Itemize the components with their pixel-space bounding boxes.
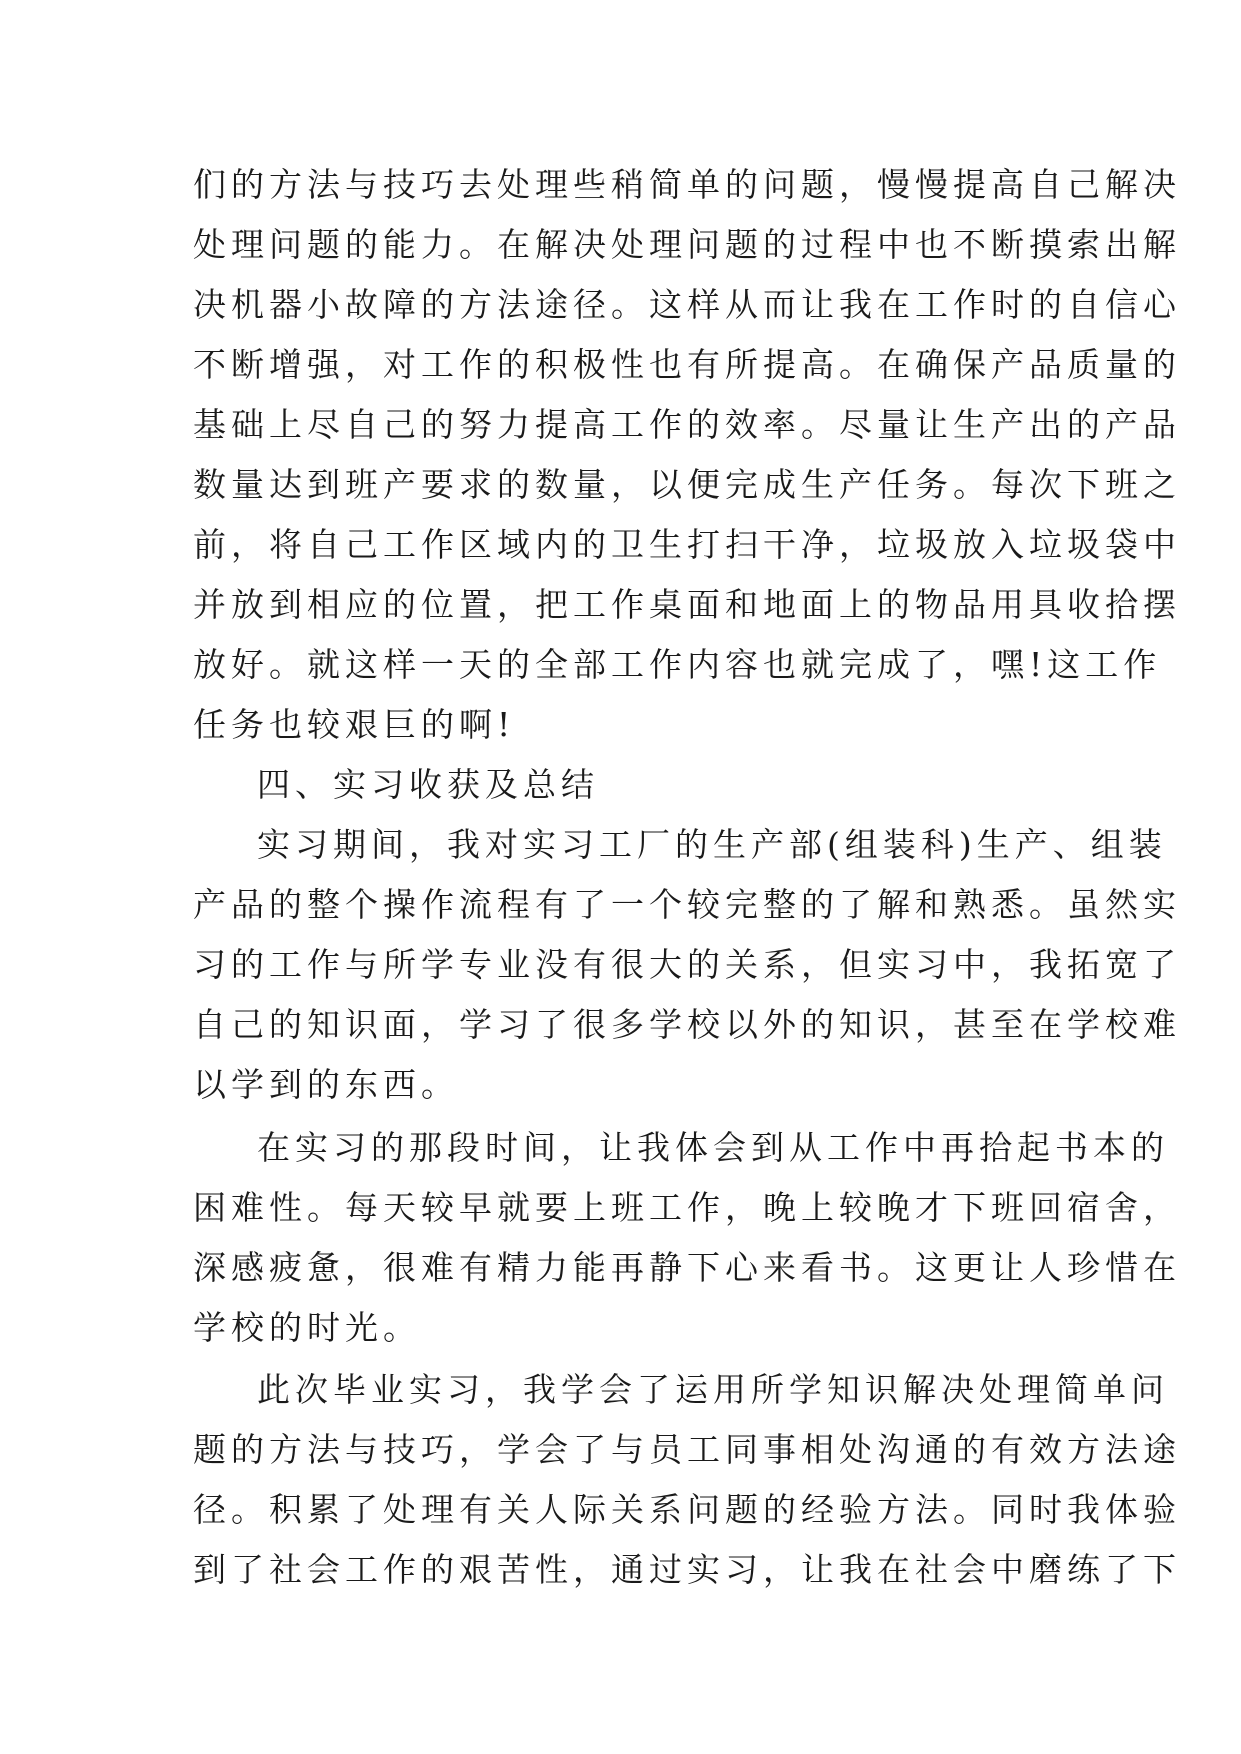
text-line: 处理问题的能力。在解决处理问题的过程中也不断摸索出解 (193, 225, 1181, 264)
text-line: 学校的时光。 (193, 1308, 421, 1347)
text-line: 实习期间，我对实习工厂的生产部(组装科)生产、组装 (257, 825, 1167, 864)
text-line: 们的方法与技巧去处理些稍简单的问题，慢慢提高自己解决 (193, 165, 1181, 204)
text-line: 不断增强，对工作的积极性也有所提高。在确保产品质量的 (193, 345, 1181, 384)
text-line: 产品的整个操作流程有了一个较完整的了解和熟悉。虽然实 (193, 885, 1181, 924)
text-line: 题的方法与技巧，学会了与员工同事相处沟通的有效方法途 (193, 1430, 1181, 1469)
text-line: 径。积累了处理有关人际关系问题的经验方法。同时我体验 (193, 1490, 1181, 1529)
text-line: 自己的知识面，学习了很多学校以外的知识，甚至在学校难 (193, 1005, 1181, 1044)
text-line: 并放到相应的位置，把工作桌面和地面上的物品用具收拾摆 (193, 585, 1181, 624)
text-line: 此次毕业实习，我学会了运用所学知识解决处理简单问 (257, 1370, 1169, 1409)
text-line: 放好。就这样一天的全部工作内容也就完成了，嘿!这工作 (193, 645, 1162, 684)
text-line: 在实习的那段时间，让我体会到从工作中再拾起书本的 (257, 1128, 1169, 1167)
text-line: 基础上尽自己的努力提高工作的效率。尽量让生产出的产品 (193, 405, 1181, 444)
text-line: 数量达到班产要求的数量，以便完成生产任务。每次下班之 (193, 465, 1181, 504)
text-line: 困难性。每天较早就要上班工作，晚上较晚才下班回宿舍， (193, 1188, 1181, 1227)
text-line: 前，将自己工作区域内的卫生打扫干净，垃圾放入垃圾袋中 (193, 525, 1181, 564)
text-line: 以学到的东西。 (193, 1065, 459, 1104)
text-line: 决机器小故障的方法途径。这样从而让我在工作时的自信心 (193, 285, 1181, 324)
text-line: 任务也较艰巨的啊! (193, 705, 516, 744)
text-line: 习的工作与所学专业没有很大的关系，但实习中，我拓宽了 (193, 945, 1181, 984)
text-line: 深感疲惫，很难有精力能再静下心来看书。这更让人珍惜在 (193, 1248, 1181, 1287)
section-heading: 四、实习收获及总结 (257, 765, 599, 804)
text-line: 到了社会工作的艰苦性，通过实习，让我在社会中磨练了下 (193, 1550, 1181, 1589)
